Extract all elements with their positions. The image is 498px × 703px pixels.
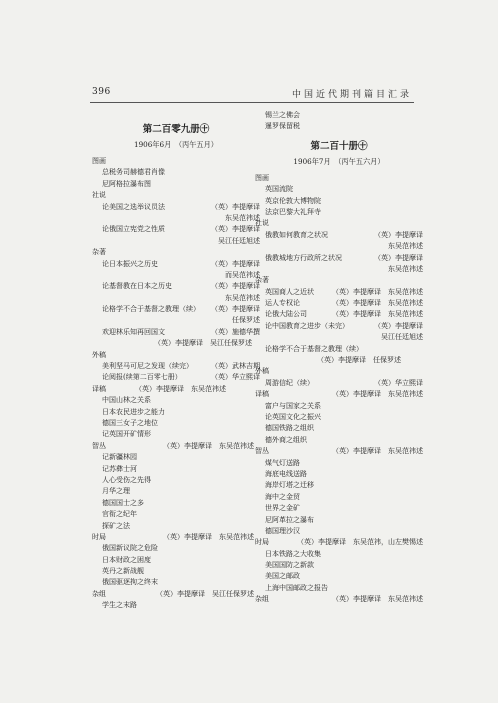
entry-credit: 吴江任廷旭述 xyxy=(218,236,260,245)
left-volume-title: 第二百零九册㊉ xyxy=(142,124,210,135)
right-continued-list xyxy=(255,110,423,133)
entry-line xyxy=(255,230,423,241)
right-entry-list xyxy=(255,173,423,606)
entry-line xyxy=(92,600,260,611)
entry-credit: （英）李提摩译 东吴范祎述 xyxy=(332,287,423,296)
entry-title: 德国国士之多 xyxy=(102,498,144,507)
entry-credit: （英）李提摩译 xyxy=(211,202,260,211)
entry-credit: （英）李提摩译 东吴范祎述 xyxy=(135,384,226,393)
entry-line xyxy=(255,549,423,560)
entry-credit: （英）李提摩译 xyxy=(374,321,423,330)
entry-title: 杂组 xyxy=(255,595,269,604)
entry-line xyxy=(255,298,423,309)
running-title: 中国近代期刊篇目汇录 xyxy=(291,90,412,100)
entry-line xyxy=(92,281,260,292)
entry-line xyxy=(255,355,423,366)
entry-title: 海底电线送路 xyxy=(265,469,307,478)
entry-line xyxy=(255,332,423,343)
entry-line xyxy=(92,566,260,577)
entry-title: 杂著 xyxy=(255,276,269,285)
section-heading xyxy=(255,537,423,548)
entry-line xyxy=(92,167,260,178)
section-heading xyxy=(92,156,260,167)
entry-line xyxy=(92,361,260,372)
entry-title: 法京巴黎大礼拜寺 xyxy=(265,207,321,216)
entry-line xyxy=(255,503,423,514)
right-volume-title: 第二百十册㊉ xyxy=(310,140,368,152)
entry-line xyxy=(92,372,260,383)
entry-line xyxy=(255,264,423,275)
entry-line xyxy=(92,407,260,418)
entry-line xyxy=(255,571,423,582)
entry-title: 富户与国家之关系 xyxy=(265,401,321,410)
entry-title: 美国之邮政 xyxy=(265,572,300,581)
entry-line xyxy=(92,543,260,554)
entry-line xyxy=(92,429,260,440)
entry-title: 尼阿格拉瀑布图 xyxy=(102,179,151,188)
entry-title: 记新疆林园 xyxy=(102,453,137,462)
entry-title: 译稿 xyxy=(92,384,106,393)
entry-title: 论基督教在日本之历史 xyxy=(102,282,172,291)
entry-line xyxy=(255,241,423,252)
entry-title: 外稿 xyxy=(92,350,106,359)
entry-credit: （英）李提摩译 xyxy=(211,225,260,234)
entry-line xyxy=(92,577,260,588)
entry-title: 海岸灯塔之迁移 xyxy=(265,481,314,490)
entry-line xyxy=(255,515,423,526)
entry-line xyxy=(92,236,260,247)
entry-title: 欢迎林乐知再回国文 xyxy=(102,327,165,336)
entry-credit: 而吴范祎述 xyxy=(225,270,260,279)
entry-title: 图画 xyxy=(255,173,269,182)
entry-title: 中国山林之关系 xyxy=(102,396,151,405)
entry-title: 学生之末路 xyxy=(102,601,137,610)
entry-line xyxy=(255,480,423,491)
entry-credit: （英）李提摩译 东吴范祎述 xyxy=(332,299,423,308)
entry-title: 周游信纪（续） xyxy=(265,378,314,387)
page-header xyxy=(92,87,412,101)
entry-title: 俄教城地方行政所之状况 xyxy=(265,253,342,262)
section-heading xyxy=(92,441,260,452)
entry-credit: （英）李提摩译 xyxy=(211,305,260,314)
entry-title: 论阅报(续第二百零七册） xyxy=(102,373,182,382)
entry-line xyxy=(255,287,423,298)
section-heading xyxy=(255,218,423,229)
entry-line xyxy=(92,179,260,190)
entry-title: 论格学不合于基督之教理（续） xyxy=(102,305,200,314)
entry-title: 论格学不合于基督之教理（续） xyxy=(265,344,363,353)
entry-title: 论日本振兴之历史 xyxy=(102,259,158,268)
section-heading xyxy=(255,366,423,377)
page-number: 396 xyxy=(92,87,111,97)
entry-title: 论俄大陆公司 xyxy=(265,310,307,319)
entry-title: 英京伦敦大博物院 xyxy=(265,196,321,205)
section-heading xyxy=(255,446,423,457)
entry-title: 俄国驱逐拘之终末 xyxy=(102,578,158,587)
entry-credit: 任保罗述 xyxy=(232,316,260,325)
entry-line xyxy=(92,555,260,566)
entry-line xyxy=(92,213,260,224)
entry-credit: （英）李提摩译 东吴范祎述 xyxy=(332,310,423,319)
entry-line xyxy=(255,492,423,503)
entry-line xyxy=(255,184,423,195)
entry-line xyxy=(92,521,260,532)
entry-title: 煤气灯送路 xyxy=(265,458,300,467)
entry-credit: （英）李提摩译 吴江任保罗述 xyxy=(156,589,254,598)
entry-title: 月华之理 xyxy=(102,487,130,496)
entry-line xyxy=(92,270,260,281)
entry-title: 运人专权论 xyxy=(265,299,300,308)
entry-title: 智丛 xyxy=(255,447,269,456)
entry-line xyxy=(255,458,423,469)
entry-line xyxy=(255,583,423,594)
entry-title: 记英国开矿情形 xyxy=(102,430,151,439)
entry-line xyxy=(92,464,260,475)
entry-credit: （英）李提摩译 东吴范祎述 xyxy=(163,441,254,450)
entry-title: 图画 xyxy=(92,157,106,165)
entry-title: 尼阿革拉之瀑布 xyxy=(265,515,314,524)
entry-title: 德国理沙汉 xyxy=(265,526,300,535)
entry-title: 德国铁路之组织 xyxy=(265,424,314,433)
entry-title: 杂组 xyxy=(92,589,106,598)
entry-title: 德外商之组织 xyxy=(265,435,307,444)
entry-title: （英）李提摩译 任保罗述 xyxy=(317,356,401,365)
entry-credit: 东吴范祎述 xyxy=(225,293,260,302)
header-rule xyxy=(90,102,414,103)
section-heading xyxy=(255,594,423,605)
entry-credit: （英）李提摩译 xyxy=(374,253,423,262)
entry-line xyxy=(92,338,260,349)
entry-title: 论中国教育之进步（未完） xyxy=(265,321,349,330)
entry-line xyxy=(255,378,423,389)
entry-title: 锡兰之佛会 xyxy=(265,111,300,119)
entry-title: 官衔之纪年 xyxy=(102,510,137,519)
entry-line xyxy=(255,196,423,207)
entry-title: 探矿之法 xyxy=(102,521,130,530)
entry-line xyxy=(92,452,260,463)
entry-title: 海中之金贸 xyxy=(265,492,300,501)
section-heading xyxy=(255,275,423,286)
entry-title: 德国三女子之地位 xyxy=(102,418,158,427)
section-heading xyxy=(92,190,260,201)
entry-line xyxy=(92,224,260,235)
entry-line xyxy=(255,344,423,355)
entry-credit: （英）李提摩译 东吴范祎，山左樊惕述 xyxy=(297,538,423,547)
entry-title: 记苏彝士河 xyxy=(102,464,137,473)
entry-credit: （英）李提摩译 xyxy=(374,230,423,239)
entry-title: 论俄国立宪党之性质 xyxy=(102,225,165,234)
entry-line xyxy=(92,202,260,213)
entry-line xyxy=(255,321,423,332)
entry-title: 英丹之新战舰 xyxy=(102,567,144,576)
entry-credit: （英）李提摩译 xyxy=(211,282,260,291)
section-heading xyxy=(92,350,260,361)
entry-title: 译稿 xyxy=(255,390,269,399)
entry-title: 英国商人之近状 xyxy=(265,287,314,296)
entry-line xyxy=(92,475,260,486)
entry-title: 日本铁路之大收集 xyxy=(265,549,321,558)
entry-credit: （英）李提摩译 东吴范祎述 xyxy=(163,532,254,541)
entry-credit: 东吴范祎述 xyxy=(388,264,423,273)
left-volume-date: 1906年6月 （丙午五月） xyxy=(134,140,218,149)
entry-title: 社说 xyxy=(255,219,269,228)
section-heading xyxy=(92,589,260,600)
entry-line xyxy=(255,423,423,434)
entry-title: 人心受伤之先得 xyxy=(102,475,151,484)
entry-line xyxy=(92,395,260,406)
entry-line xyxy=(92,327,260,338)
entry-credit: （英）李提摩译 东吴范祎述 xyxy=(332,390,423,399)
section-heading xyxy=(255,173,423,184)
entry-line xyxy=(92,259,260,270)
entry-line xyxy=(92,486,260,497)
entry-title: 上海中国邮政之报告 xyxy=(265,583,328,592)
entry-credit: （英）武林吉期 xyxy=(211,362,260,371)
entry-title: 世界之金矿 xyxy=(265,504,300,513)
left-column xyxy=(92,116,260,612)
entry-title: （英）李提摩译 吴江任保罗述 xyxy=(154,339,252,348)
entry-line xyxy=(255,309,423,320)
entry-credit: （英）施德华撰 xyxy=(211,327,260,336)
entry-line xyxy=(255,435,423,446)
entry-title: 美国国防之新款 xyxy=(265,561,314,570)
entry-credit: 东吴范祎述 xyxy=(225,213,260,222)
entry-credit: （英）李提摩译 东吴范祎述 xyxy=(332,595,423,604)
entry-line xyxy=(255,412,423,423)
entry-title: 论美国之选举议员法 xyxy=(102,202,165,211)
entry-credit: 吴江任廷旭述 xyxy=(381,333,423,342)
entry-line xyxy=(255,121,423,132)
entry-line xyxy=(255,207,423,218)
left-entry-list xyxy=(92,156,260,612)
entry-credit: 东吴范祎述 xyxy=(388,242,423,251)
entry-line xyxy=(255,560,423,571)
entry-line xyxy=(92,498,260,509)
section-heading xyxy=(92,532,260,543)
entry-line xyxy=(92,418,260,429)
right-volume-date: 1906年7月 （丙午五六月） xyxy=(293,156,385,166)
entry-title: 总税务司赫德君肖像 xyxy=(102,168,165,177)
entry-title: 日本农民进步之能力 xyxy=(102,407,165,416)
entry-line xyxy=(255,401,423,412)
entry-credit: （英）华立熙译 xyxy=(374,378,423,387)
entry-title: 智丛 xyxy=(92,441,106,450)
entry-credit: （英）李提摩译 xyxy=(211,259,260,268)
entry-title: 英国流院 xyxy=(265,185,293,194)
entry-title: 暹罗保留税 xyxy=(265,122,300,131)
entry-line xyxy=(92,315,260,326)
entry-title: 论英国文化之振兴 xyxy=(265,412,321,421)
entry-title: 时局 xyxy=(92,532,106,541)
entry-title: 社说 xyxy=(92,191,106,200)
section-heading xyxy=(255,389,423,400)
entry-line xyxy=(92,293,260,304)
entry-title: 时局 xyxy=(255,538,269,547)
right-column xyxy=(255,110,423,606)
section-heading xyxy=(92,247,260,258)
entry-line xyxy=(255,253,423,264)
entry-line xyxy=(255,526,423,537)
entry-line xyxy=(92,304,260,315)
entry-line xyxy=(255,110,423,121)
entry-line xyxy=(255,469,423,480)
section-heading xyxy=(92,384,260,395)
entry-title: 日本财政之困度 xyxy=(102,555,151,564)
entry-title: 美利坚马可尼之发现（续完） xyxy=(102,362,193,371)
entry-credit: （英）李提摩译 东吴范祎述 xyxy=(332,447,423,456)
entry-title: 外稿 xyxy=(255,367,269,376)
entry-title: 杂著 xyxy=(92,248,106,257)
entry-credit: （英）华立熙译 xyxy=(211,373,260,382)
entry-line xyxy=(92,509,260,520)
entry-title: 俄国新议院之危险 xyxy=(102,544,158,553)
entry-title: 俄教如何教育之状况 xyxy=(265,230,328,239)
